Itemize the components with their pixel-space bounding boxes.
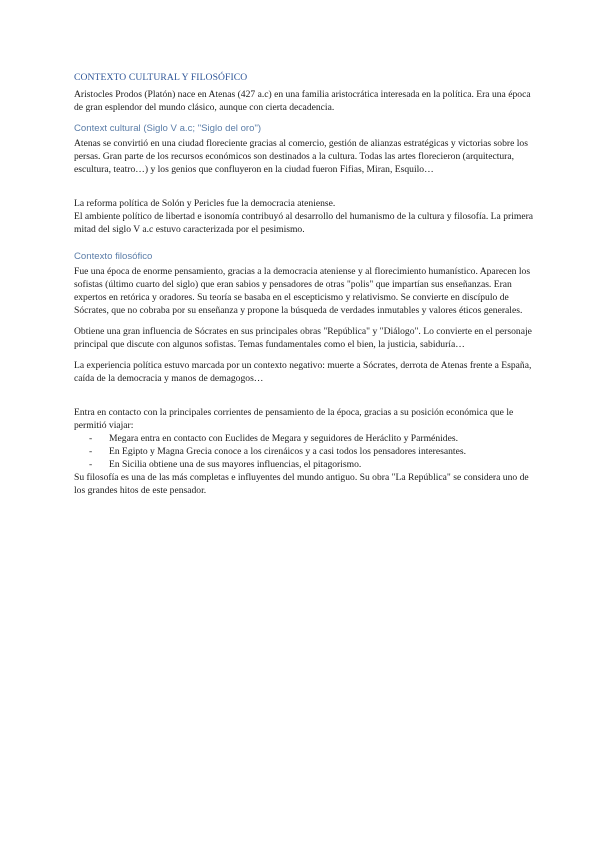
list-item	[74, 432, 534, 445]
filosofico-paragraph-2: Obtiene una gran influencia de Sócrates en sus principales obras "República" y "Diálogo". Lo convierte en el personaje principal que discute con algunos sofistas. Temas fundamentales como el bien, la justicia, sabiduría…	[74, 326, 532, 350]
list-item-text: En Egipto y Magna Grecia conoce a los cirenáicos y a casi todos los pensadores interesantes.	[109, 446, 466, 457]
cultural-paragraph: Atenas se convirtió en una ciudad floreciente gracias al comercio, gestión de alianzas estratégicas y victorias sobre los persas. Gran parte de los recursos económicos son destinados a la cultura. Todas las artes florecieron (arquitectura, escultura, teatro…) y los genios que confluyeron en la ciudad fueron Fifias, Miran, Esquilo…	[74, 138, 528, 175]
bullet-marker: -	[89, 459, 93, 470]
bullet-marker: -	[89, 433, 93, 444]
document-body	[74, 71, 534, 497]
filosofico-paragraph-3: La experiencia política estuvo marcada por un contexto negativo: muerte a Sócrates, derrota de Atenas frente a España, caída de la democracia y manos de demagogos…	[74, 360, 532, 384]
list-item	[74, 445, 534, 458]
filosofico-paragraph-1: Fue una época de enorme pensamiento, gracias a la democracia ateniense y al florecimiento humanístico. Aparecen los sofistas (último cuarto del siglo) que eran sabios y pensadores de otras "polis" que impartían sus enseñanzas. Eran expertos en retórica y oradores. Su teoría se basaba en el escepticismo y relativismo. Se convierte en discípulo de Sócrates, que no cobraba por su enseñanza y propone la búsqueda de verdades inmutables y valores éticos generales.	[74, 266, 531, 316]
reform-line: La reforma política de Solón y Pericles fue la democracia ateniense.	[74, 198, 336, 209]
bullet-marker: -	[89, 446, 93, 457]
intro-paragraph: Aristocles Prodos (Platón) nace en Atenas (427 a.c) en una familia aristocrática interesada en la política. Era una época de gran esplendor del mundo clásico, aunque con cierta decadencia.	[74, 89, 531, 113]
list-item-text: En Sicilia obtiene una de sus mayores influencias, el pitagorismo.	[109, 459, 362, 470]
list-item	[74, 458, 534, 471]
section-heading-filosofico: Contexto filosófico	[74, 251, 153, 262]
reform-paragraph: El ambiente político de libertad e isonomía contribuyó al desarrollo del humanismo de la cultura y filosofía. La primera mitad del siglo V a.c estuvo caracterizada por el pesimismo.	[74, 211, 534, 235]
travel-list	[74, 432, 534, 471]
list-item-text: Megara entra en contacto con Euclides de Megara y seguidores de Heráclito y Parménides.	[109, 433, 458, 444]
closing-paragraph: Su filosofía es una de las más completas e influyentes del mundo antiguo. Su obra "La República" se considera uno de los grandes hitos de este pensador.	[74, 472, 529, 496]
filosofico-paragraph-4: Entra en contacto con la principales corrientes de pensamiento de la época, gracias a su posición económica que le permitió viajar:	[74, 407, 514, 431]
section-heading-cultural: Context cultural (Siglo V a.c; "Siglo del oro")	[74, 123, 262, 134]
document-title: CONTEXTO CULTURAL Y FILOSÓFICO	[74, 72, 248, 83]
